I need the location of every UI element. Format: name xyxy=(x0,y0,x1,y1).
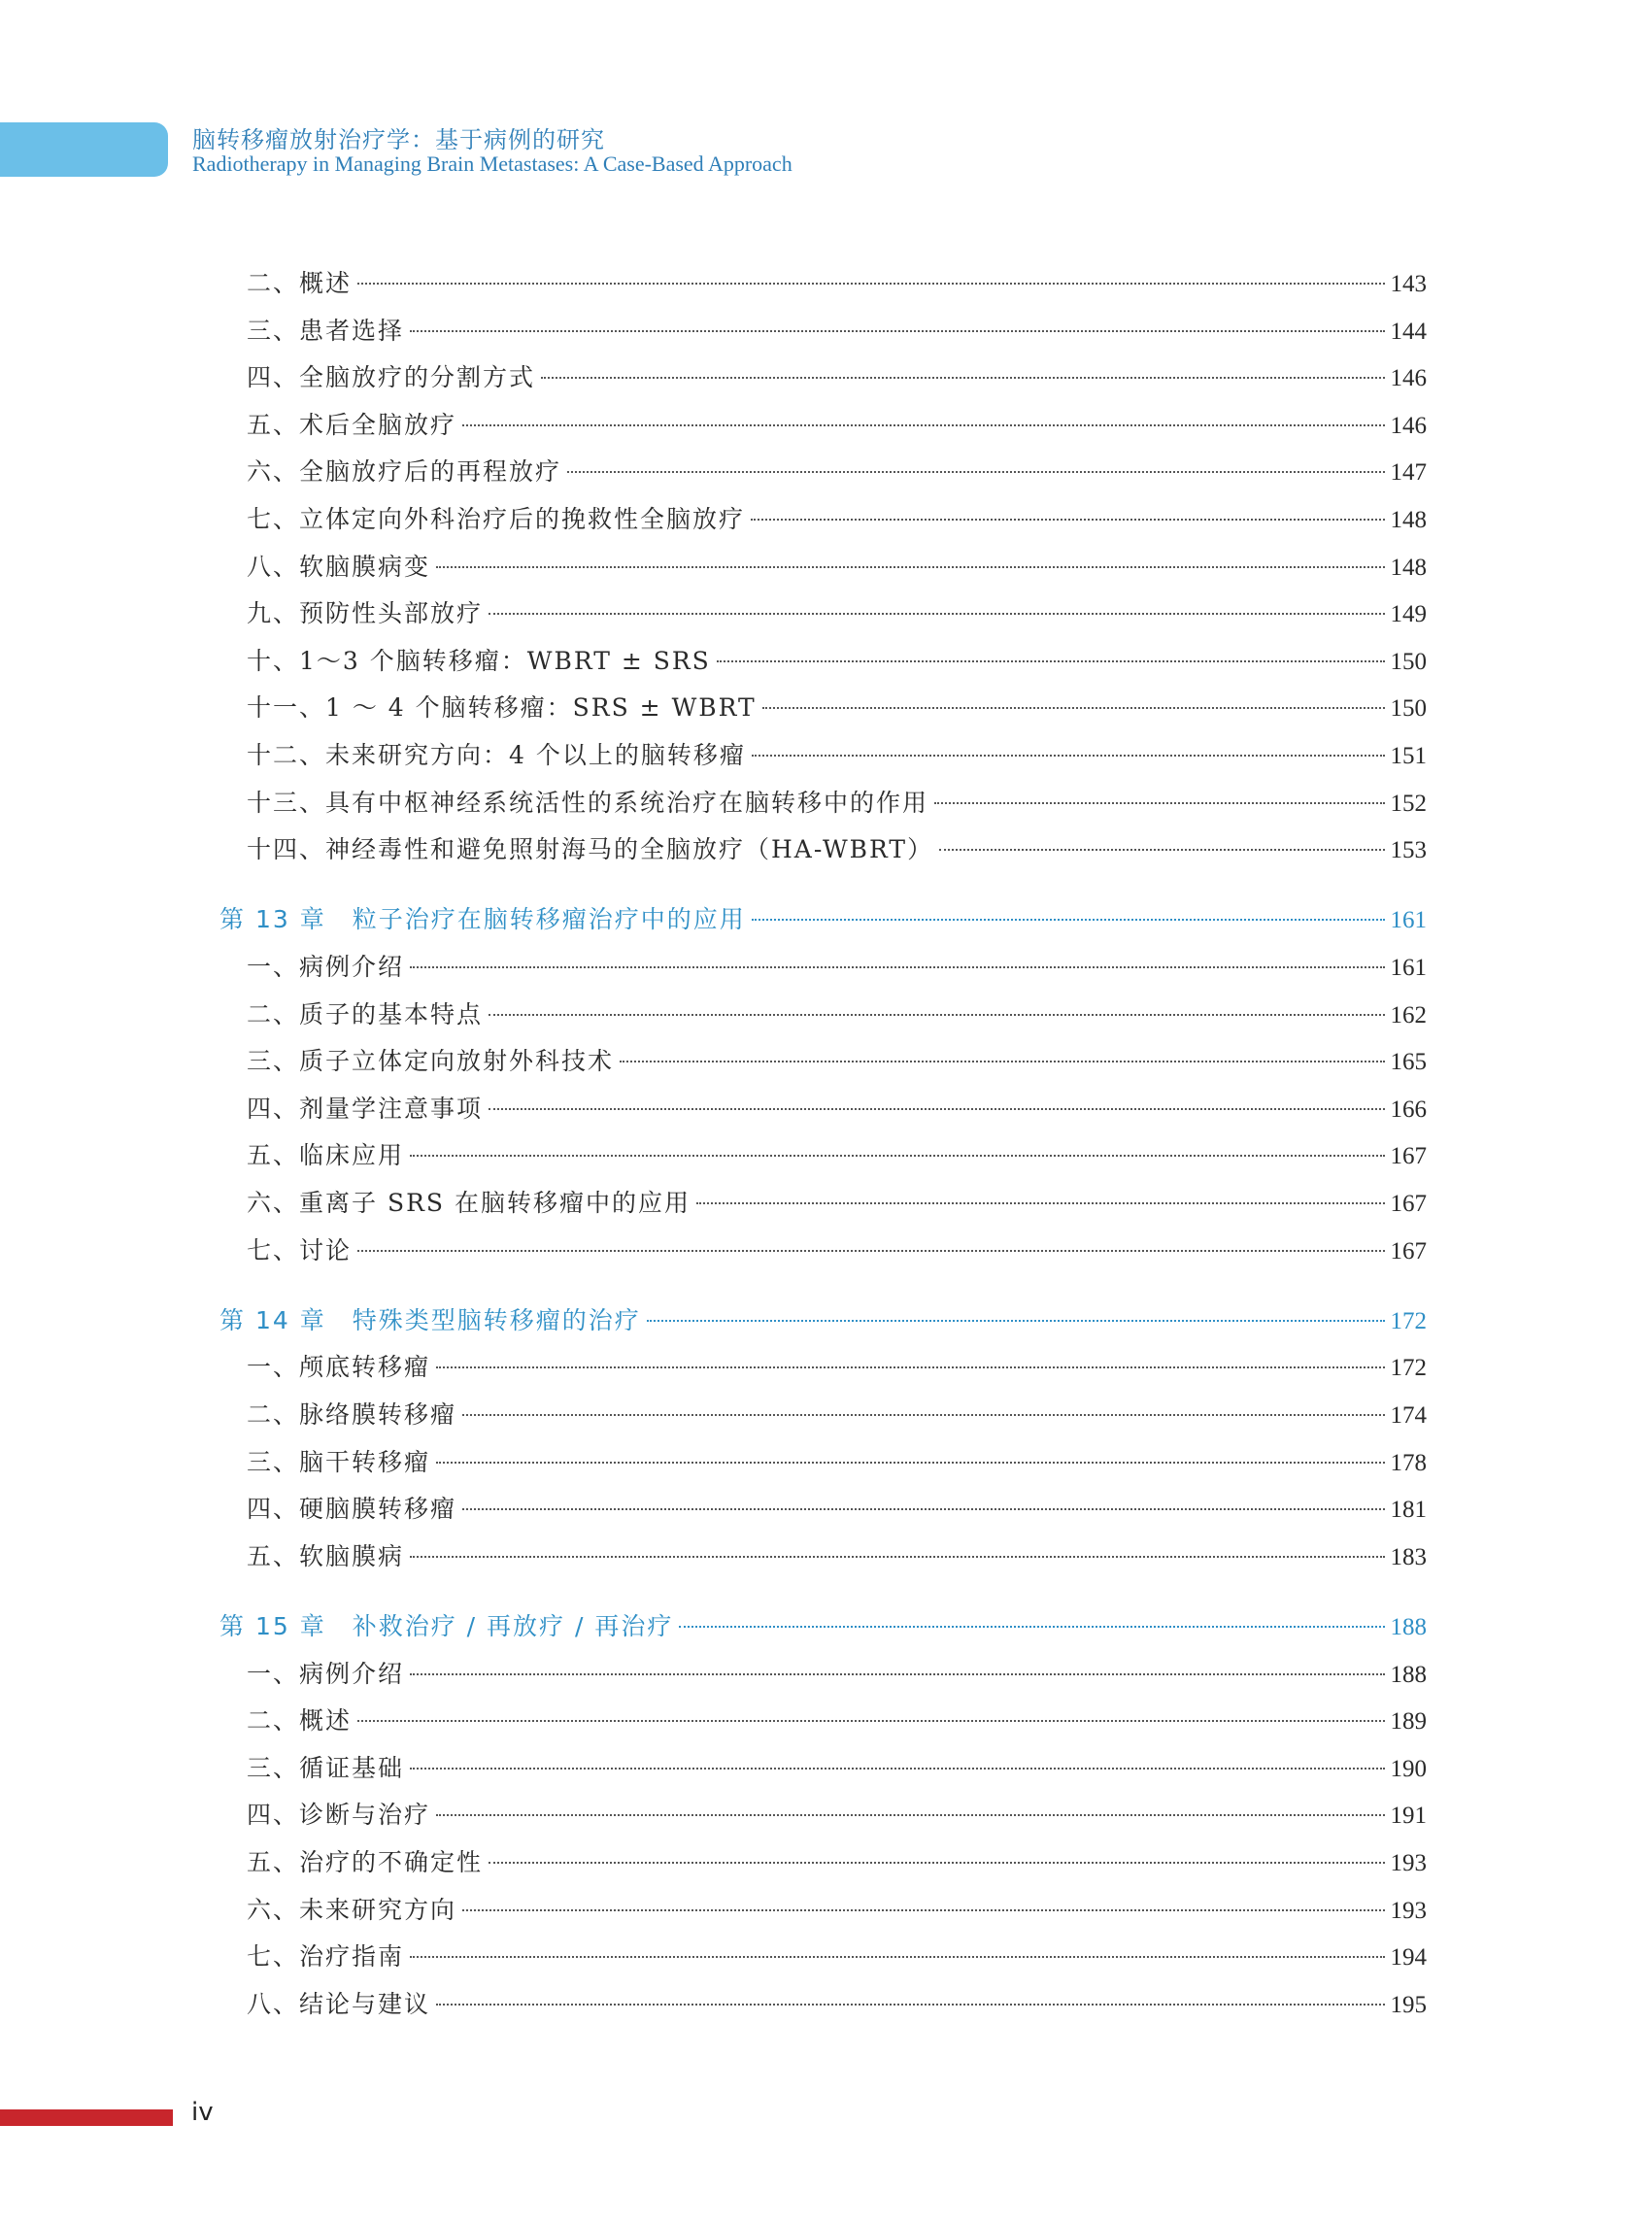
toc-entry[interactable] xyxy=(247,1132,1427,1180)
toc-page-number: 152 xyxy=(1390,790,1427,817)
toc-entry[interactable] xyxy=(247,354,1427,402)
toc-page-number: 148 xyxy=(1390,506,1427,533)
dot-leader xyxy=(541,377,1384,379)
dot-leader xyxy=(410,1673,1384,1675)
toc-chapter-heading[interactable] xyxy=(219,896,1427,944)
dot-leader xyxy=(489,1014,1384,1016)
toc-page-number: 188 xyxy=(1390,1614,1427,1641)
toc-entry-title: 第 14 章 特殊类型脑转移瘤的治疗 xyxy=(219,1305,641,1334)
toc-entry-title: 九、预防性头部放疗 xyxy=(247,599,484,628)
toc-page-number: 183 xyxy=(1390,1543,1427,1570)
toc-page-number: 191 xyxy=(1390,1803,1427,1830)
dot-leader xyxy=(752,755,1385,757)
toc-entry[interactable] xyxy=(247,1981,1427,2029)
toc-page-number: 146 xyxy=(1390,365,1427,392)
dot-leader xyxy=(489,613,1384,615)
toc-entry-title: 五、软脑膜病 xyxy=(247,1541,405,1570)
toc-entry-title: 二、概述 xyxy=(247,269,353,297)
toc-entry[interactable] xyxy=(247,826,1427,874)
toc-entry[interactable] xyxy=(247,1745,1427,1793)
toc-page-number: 148 xyxy=(1390,554,1427,581)
dot-leader xyxy=(939,849,1384,851)
toc-page-number: 161 xyxy=(1390,955,1427,981)
dot-leader xyxy=(357,283,1384,285)
dot-leader xyxy=(696,1202,1385,1204)
toc-entry[interactable] xyxy=(247,1792,1427,1839)
toc-entry-title: 十、1～3 个脑转移瘤：WBRT ± SRS xyxy=(247,646,711,675)
header-tab xyxy=(0,122,168,177)
dot-leader xyxy=(567,471,1384,473)
toc-entry-title: 七、治疗指南 xyxy=(247,1942,405,1972)
toc-page-number: 167 xyxy=(1390,1190,1427,1217)
toc-page-number: 193 xyxy=(1390,1850,1427,1877)
dot-leader xyxy=(410,1556,1384,1558)
toc-entry[interactable] xyxy=(247,1392,1427,1439)
dot-leader xyxy=(489,1108,1384,1110)
dot-leader xyxy=(410,966,1384,968)
toc-entry[interactable] xyxy=(247,260,1427,308)
toc-entry-title: 一、颅底转移瘤 xyxy=(247,1353,431,1382)
toc-page-number: 167 xyxy=(1390,1237,1427,1264)
toc-entry[interactable] xyxy=(247,496,1427,544)
toc-page-number: 162 xyxy=(1390,1001,1427,1028)
toc-entry[interactable] xyxy=(247,685,1427,732)
dot-leader xyxy=(410,330,1384,332)
dot-leader xyxy=(410,1768,1384,1770)
book-title-en: Radiotherapy in Managing Brain Metastases: A Case-Based Approach xyxy=(192,152,792,176)
toc-entry[interactable] xyxy=(247,590,1427,638)
dot-leader xyxy=(752,919,1385,921)
toc-entry-title: 八、结论与建议 xyxy=(247,1989,431,2018)
toc-page-number: 150 xyxy=(1390,695,1427,723)
toc-entry-title: 七、讨论 xyxy=(247,1235,353,1264)
toc-page-number: 178 xyxy=(1390,1449,1427,1476)
toc-page-number: 149 xyxy=(1390,601,1427,628)
dot-leader xyxy=(751,519,1384,521)
dot-leader xyxy=(934,802,1384,804)
toc-entry-title: 六、未来研究方向 xyxy=(247,1895,457,1924)
toc-entry-title: 二、质子的基本特点 xyxy=(247,999,484,1028)
dot-leader xyxy=(436,1366,1384,1368)
footer-bar xyxy=(0,2109,173,2126)
toc-page-number: 165 xyxy=(1390,1049,1427,1076)
toc-entry[interactable] xyxy=(247,1038,1427,1086)
toc-entry[interactable] xyxy=(247,1486,1427,1534)
dot-leader xyxy=(489,1862,1384,1864)
toc-page-number: 144 xyxy=(1390,318,1427,345)
dot-leader xyxy=(462,424,1384,426)
toc-entry-title: 十四、神经毒性和避免照射海马的全脑放疗（HA-WBRT） xyxy=(247,835,934,864)
toc-entry[interactable] xyxy=(247,1439,1427,1487)
toc-page-number: 150 xyxy=(1390,648,1427,675)
book-title-cn: 脑转移瘤放射治疗学：基于病例的研究 xyxy=(192,126,605,153)
toc-page-number: 194 xyxy=(1390,1944,1427,1972)
toc-page-number: 166 xyxy=(1390,1096,1427,1123)
toc-entry[interactable] xyxy=(247,780,1427,827)
toc-page-number: 188 xyxy=(1390,1661,1427,1688)
toc-page-number: 147 xyxy=(1390,459,1427,487)
toc-entry[interactable] xyxy=(247,1651,1427,1699)
toc-entry-title: 二、脉络膜转移瘤 xyxy=(247,1400,457,1430)
toc-page-number: 161 xyxy=(1390,907,1427,934)
toc-entry-title: 六、全脑放疗后的再程放疗 xyxy=(247,457,562,487)
toc-entry-title: 十二、未来研究方向：4 个以上的脑转移瘤 xyxy=(247,740,746,769)
toc-page-number: 190 xyxy=(1390,1755,1427,1782)
toc-entry-title: 十三、具有中枢神经系统活性的系统治疗在脑转移中的作用 xyxy=(247,788,929,817)
toc-entry[interactable] xyxy=(247,308,1427,355)
dot-leader xyxy=(410,1956,1384,1958)
toc-entry[interactable] xyxy=(247,1228,1427,1275)
toc-entry[interactable] xyxy=(247,449,1427,496)
toc-entry-title: 三、患者选择 xyxy=(247,316,405,345)
toc-page-number: 172 xyxy=(1390,1307,1427,1334)
toc-entry[interactable] xyxy=(247,732,1427,780)
toc-entry-title: 七、立体定向外科治疗后的挽救性全脑放疗 xyxy=(247,504,746,533)
toc-entry[interactable] xyxy=(247,1698,1427,1745)
toc-page-number: 143 xyxy=(1390,271,1427,297)
toc-entry-title: 三、循证基础 xyxy=(247,1753,405,1782)
toc-entry[interactable] xyxy=(247,1344,1427,1392)
dot-leader xyxy=(762,707,1385,709)
dot-leader xyxy=(410,1155,1384,1157)
toc-entry-title: 四、诊断与治疗 xyxy=(247,1801,431,1830)
toc-entry-title: 四、全脑放疗的分割方式 xyxy=(247,363,536,392)
dot-leader xyxy=(462,1909,1384,1911)
toc-entry[interactable] xyxy=(247,1839,1427,1887)
dot-leader xyxy=(357,1250,1384,1252)
toc-page-number: 167 xyxy=(1390,1143,1427,1170)
dot-leader xyxy=(647,1320,1385,1322)
toc-page-number: 146 xyxy=(1390,412,1427,439)
toc-entry-title: 五、治疗的不确定性 xyxy=(247,1848,484,1877)
toc-entry[interactable] xyxy=(247,402,1427,450)
toc-entry[interactable] xyxy=(247,544,1427,591)
toc-entry[interactable] xyxy=(247,638,1427,686)
dot-leader xyxy=(436,1462,1384,1464)
toc-page-number: 153 xyxy=(1390,837,1427,864)
toc-entry-title: 第 15 章 补救治疗 / 再放疗 / 再治疗 xyxy=(219,1612,674,1641)
toc-page-number: 181 xyxy=(1390,1497,1427,1524)
toc-entry-title: 五、临床应用 xyxy=(247,1141,405,1170)
toc-entry-title: 五、术后全脑放疗 xyxy=(247,410,457,439)
toc-page-number: 151 xyxy=(1390,742,1427,769)
toc-page-number: 174 xyxy=(1390,1402,1427,1430)
toc-entry-title: 一、病例介绍 xyxy=(247,953,405,981)
toc-entry-title: 六、重离子 SRS 在脑转移瘤中的应用 xyxy=(247,1188,691,1217)
toc-entry-title: 第 13 章 粒子治疗在脑转移瘤治疗中的应用 xyxy=(219,905,746,934)
toc-page-number: 172 xyxy=(1390,1355,1427,1382)
toc-entry[interactable] xyxy=(247,1180,1427,1228)
toc-chapter-heading[interactable] xyxy=(219,1298,1427,1345)
toc-entry[interactable] xyxy=(247,992,1427,1039)
toc-entry[interactable] xyxy=(247,1934,1427,1981)
toc-entry-title: 八、软脑膜病变 xyxy=(247,552,431,581)
dot-leader xyxy=(357,1720,1384,1722)
toc-entry[interactable] xyxy=(247,944,1427,992)
toc-entry-title: 一、病例介绍 xyxy=(247,1659,405,1688)
dot-leader xyxy=(620,1061,1384,1062)
toc-entry[interactable] xyxy=(247,1534,1427,1581)
toc-page-number: 189 xyxy=(1390,1708,1427,1736)
toc-entry[interactable] xyxy=(247,1887,1427,1935)
toc-entry-title: 四、硬脑膜转移瘤 xyxy=(247,1495,457,1524)
toc-entry-title: 四、剂量学注意事项 xyxy=(247,1094,484,1123)
dot-leader xyxy=(436,566,1384,568)
toc-entry-title: 三、质子立体定向放射外科技术 xyxy=(247,1047,615,1076)
dot-leader xyxy=(679,1626,1384,1628)
dot-leader xyxy=(462,1508,1384,1510)
page-number: iv xyxy=(191,2098,214,2127)
dot-leader xyxy=(436,2004,1384,2006)
toc-entry-title: 二、概述 xyxy=(247,1706,353,1736)
toc-chapter-heading[interactable] xyxy=(219,1603,1427,1651)
dot-leader xyxy=(436,1814,1384,1816)
toc-page-number: 195 xyxy=(1390,1991,1427,2018)
table-of-contents xyxy=(0,260,1652,2028)
toc-entry[interactable] xyxy=(247,1086,1427,1133)
toc-entry-title: 十一、1 ～ 4 个脑转移瘤：SRS ± WBRT xyxy=(247,693,757,723)
dot-leader xyxy=(462,1414,1384,1416)
dot-leader xyxy=(717,660,1385,662)
toc-page-number: 193 xyxy=(1390,1897,1427,1924)
toc-entry-title: 三、脑干转移瘤 xyxy=(247,1447,431,1476)
